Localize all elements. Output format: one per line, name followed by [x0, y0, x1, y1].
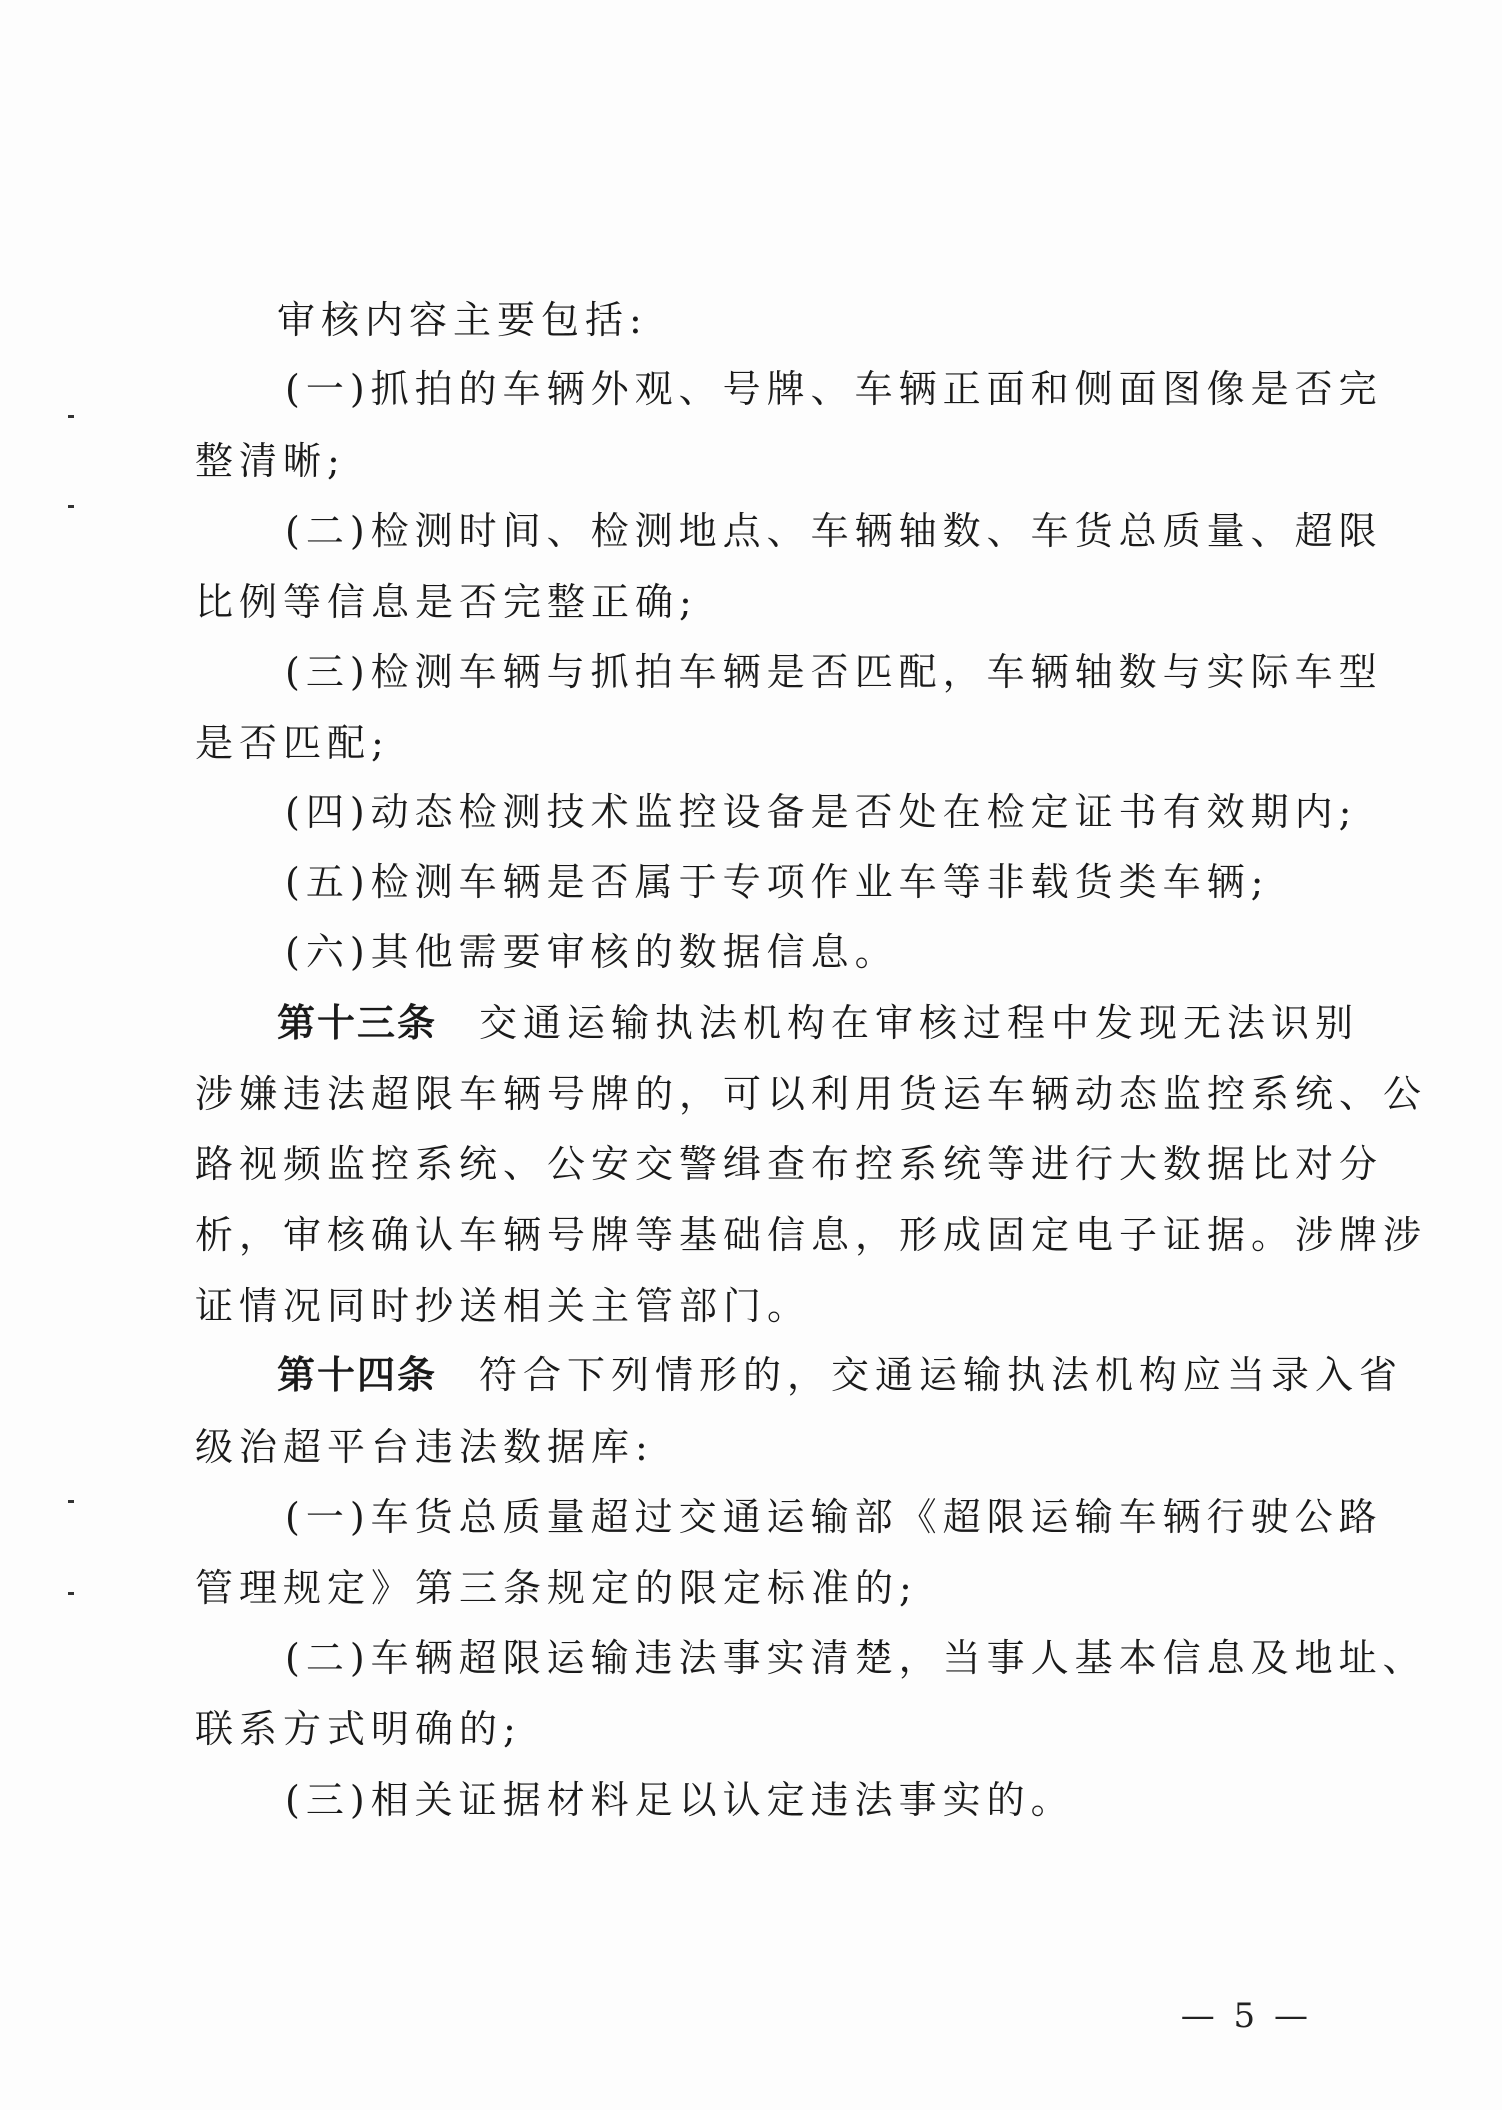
page-number: — 5 —: [1180, 1996, 1312, 2036]
article-14-line-2: 级治超平台违法数据库:: [195, 1425, 654, 1469]
article-14-item-2-cont: 联系方式明确的;: [195, 1707, 522, 1751]
article-13-line-1: [277, 1000, 1359, 1046]
article-14-item-2: (二)车辆超限运输违法事实清楚，当事人基本信息及地址、: [285, 1636, 1427, 1680]
margin-mark: [68, 1592, 74, 1595]
paragraph-item-6: (六)其他需要审核的数据信息。: [285, 930, 899, 974]
paragraph-item-3-cont: 是否匹配;: [195, 721, 390, 765]
article-14-line-1: [277, 1352, 1403, 1398]
article-14-text: 符合下列情形的，交通运输执法机构应当录入省: [479, 1353, 1404, 1397]
margin-mark: [68, 505, 74, 508]
paragraph-item-2: (二)检测时间、检测地点、车辆轴数、车货总质量、超限: [285, 509, 1383, 553]
article-14-item-3: (三)相关证据材料足以认定违法事实的。: [285, 1778, 1075, 1822]
margin-mark: [68, 415, 74, 418]
article-14-item-1: (一)车货总质量超过交通运输部《超限运输车辆行驶公路: [285, 1495, 1383, 1539]
article-14-item-1-cont: 管理规定》第三条规定的限定标准的;: [195, 1566, 918, 1610]
article-13-line-3: 路视频监控系统、公安交警缉查布控系统等进行大数据比对分: [195, 1142, 1384, 1186]
article-13-line-4: 析，审核确认车辆号牌等基础信息，形成固定电子证据。涉牌涉: [195, 1213, 1428, 1257]
paragraph-item-4: (四)动态检测技术监控设备是否处在检定证书有效期内;: [285, 790, 1358, 834]
paragraph-item-3: (三)检测车辆与抓拍车辆是否匹配，车辆轴数与实际车型: [285, 650, 1383, 694]
article-13-line-2: 涉嫌违法超限车辆号牌的，可以利用货运车辆动态监控系统、公: [195, 1072, 1428, 1116]
paragraph-item-1: (一)抓拍的车辆外观、号牌、车辆正面和侧面图像是否完: [285, 367, 1383, 411]
article-13-line-5: 证情况同时抄送相关主管部门。: [195, 1284, 812, 1328]
paragraph-item-5: (五)检测车辆是否属于专项作业车等非载货类车辆;: [285, 860, 1270, 904]
article-13-heading: 第十三条: [277, 1001, 438, 1045]
paragraph-review-intro: 审核内容主要包括:: [277, 298, 648, 342]
article-13-text: 交通运输执法机构在审核过程中发现无法识别: [479, 1001, 1360, 1045]
article-14-heading: 第十四条: [277, 1353, 438, 1397]
paragraph-item-1-cont: 整清晰;: [195, 439, 346, 483]
margin-mark: [68, 1500, 74, 1503]
paragraph-item-2-cont: 比例等信息是否完整正确;: [195, 580, 698, 624]
